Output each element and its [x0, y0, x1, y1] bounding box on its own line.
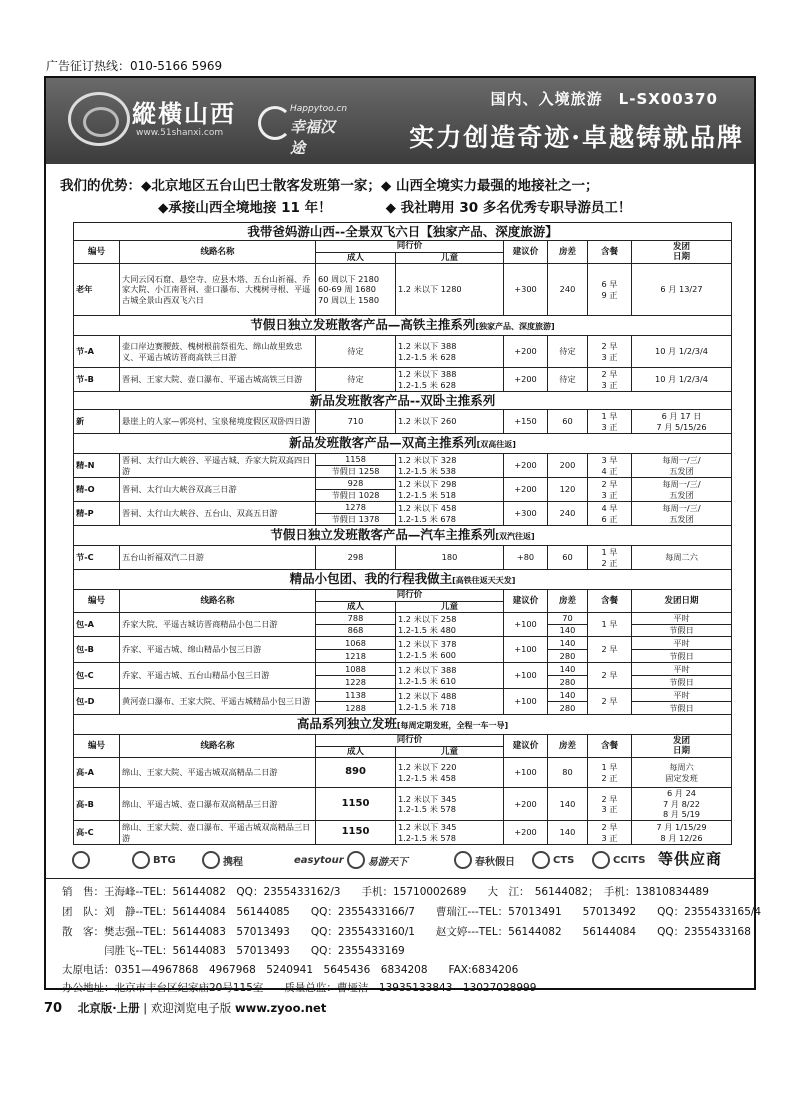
col-date: 发团日期 [632, 590, 732, 613]
row-code: 节-C [74, 546, 120, 570]
row-room: 待定 [548, 336, 588, 368]
row-code: 老年 [74, 264, 120, 316]
col-child: 儿童 [396, 601, 504, 613]
row-meal: 2 早 3 正 [588, 368, 632, 392]
row-room: 待定 [548, 368, 588, 392]
row-meal: 1 早 [588, 613, 632, 637]
row-suggest: +300 [504, 264, 548, 316]
row-adult: 710 [316, 410, 396, 434]
banner [46, 78, 754, 164]
row-code: 包-B [74, 637, 120, 663]
col-suggest: 建议价 [504, 735, 548, 758]
row-room-holiday: 280 [548, 650, 588, 663]
table-row [74, 502, 732, 514]
row-adult: 1278 [316, 502, 396, 514]
partner-logos [62, 846, 742, 874]
row-meal: 1 早 2 正 [588, 758, 632, 788]
row-meal: 4 早 6 正 [588, 502, 632, 526]
contact-taiyuan: 太原电话：0351—4967868 4967968 5240941 5645436 6834208 FAX:6834206 [62, 964, 519, 976]
col-peer: 同行价 [316, 735, 504, 747]
row-route: 悬崖上的人家—郭亮村、宝泉秘境度假区双卧四日游 [120, 410, 316, 434]
logo-url: www.51shanxi.com [136, 128, 224, 138]
row-adult-holiday: 1218 [316, 650, 396, 663]
row-meal: 2 早 3 正 [588, 821, 632, 845]
table-row [74, 613, 732, 625]
partner-logo-spring: 春秋假日 [454, 848, 515, 872]
col-peer: 同行价 [316, 241, 504, 253]
row-route: 晋祠、太行山大峡谷、五台山、双高五日游 [120, 502, 316, 526]
row-suggest: +100 [504, 613, 548, 637]
col-adult: 成人 [316, 252, 396, 264]
row-child: 1.2 米以下 1280 [396, 264, 504, 316]
row-adult-holiday: 节假日 1378 [316, 514, 396, 526]
row-meal: 2 早 3 正 [588, 336, 632, 368]
row-child: 1.2 米以下 345 1.2-1.5 米 578 [396, 821, 504, 845]
row-child: 1.2 米以下 378 1.2-1.5 米 600 [396, 637, 504, 663]
row-suggest: +200 [504, 368, 548, 392]
row-room-holiday: 280 [548, 676, 588, 689]
row-child: 1.2 米以下 488 1.2-1.5 米 718 [396, 689, 504, 715]
row-meal: 2 早 3 正 [588, 478, 632, 502]
partner-brand: 幸福汉途 [290, 118, 336, 157]
row-code: 节-A [74, 336, 120, 368]
row-room: 240 [548, 264, 588, 316]
row-room: 80 [548, 758, 588, 788]
easytour-icon [347, 851, 365, 869]
col-room: 房差 [548, 735, 588, 758]
col-meal: 含餐 [588, 735, 632, 758]
row-adult-holiday: 节假日 1028 [316, 490, 396, 502]
row-child: 180 [396, 546, 504, 570]
page-footer [44, 1000, 326, 1016]
row-adult: 928 [316, 478, 396, 490]
row-room: 140 [548, 663, 588, 676]
row-room-holiday: 280 [548, 702, 588, 715]
ad-frame [44, 76, 762, 994]
row-route: 乔家、平遥古城、五台山精品小包三日游 [120, 663, 316, 689]
partner-logo-1 [72, 848, 93, 872]
row-child: 1.2 米以下 328 1.2-1.5 米 538 [396, 454, 504, 478]
row-route: 晋祠、王家大院、壶口瀑布、平遥古城高铁三日游 [120, 368, 316, 392]
table-row [74, 788, 732, 821]
col-route: 线路名称 [120, 590, 316, 613]
row-adult-holiday: 1228 [316, 676, 396, 689]
page-number: 70 [44, 1001, 63, 1016]
row-room: 120 [548, 478, 588, 502]
row-meal: 1 早 3 正 [588, 410, 632, 434]
row-code: 精-N [74, 454, 120, 478]
row-adult-holiday: 1288 [316, 702, 396, 715]
row-room: 140 [548, 821, 588, 845]
contact-address: 办公地址：北京市丰台区纪家庙20号115室 质量总监：曹垭洁 13935133843 13027028999 [62, 982, 537, 994]
col-meal: 含餐 [588, 590, 632, 613]
footer-site-link[interactable]: www.zyoo.net [234, 1001, 327, 1015]
row-adult: 1068 [316, 637, 396, 650]
col-suggest: 建议价 [504, 590, 548, 613]
row-meal: 1 早 2 正 [588, 546, 632, 570]
slogan: 实力创造奇迹·卓越铸就品牌 [409, 123, 744, 152]
table-row [74, 264, 732, 316]
row-date: 平时 [632, 663, 732, 676]
row-code: 高-B [74, 788, 120, 821]
row-room: 60 [548, 410, 588, 434]
col-code: 编号 [74, 241, 120, 264]
contact-group: 团 队：刘 静--TEL：56144084 56144085 QQ：2355433166/7 曹瑞江---TEL：57013491 57013492 QQ：2355433165/4 [62, 906, 762, 918]
row-route: 绵山、王家大院、平遥古城双高精品二日游 [120, 758, 316, 788]
row-room: 60 [548, 546, 588, 570]
row-adult: 890 [316, 758, 396, 788]
row-room: 70 [548, 613, 588, 625]
footer-welcome: 欢迎浏览电子版 [150, 1001, 232, 1015]
row-date: 每周六 固定发班 [632, 758, 732, 788]
row-suggest: +100 [504, 689, 548, 715]
table-row [74, 663, 732, 676]
row-adult: 1138 [316, 689, 396, 702]
row-adult: 60 周以下 2180 60-69 周 1680 70 周以上 1580 [316, 264, 396, 316]
partner-logo-ccits: CCITS [592, 848, 645, 872]
logo-text: 縱橫山西 [132, 99, 236, 128]
col-suggest: 建议价 [504, 241, 548, 264]
row-code: 高-C [74, 821, 120, 845]
row-route: 绵山、王家大院、壶口瀑布、平遥古城双高精品三日游 [120, 821, 316, 845]
row-suggest: +200 [504, 454, 548, 478]
table-row [74, 546, 732, 570]
row-date: 每周一/三/ 五发团 [632, 454, 732, 478]
row-meal: 2 早 3 正 [588, 788, 632, 821]
row-meal: 2 早 [588, 689, 632, 715]
col-room: 房差 [548, 590, 588, 613]
btg-icon [132, 851, 150, 869]
row-room: 200 [548, 454, 588, 478]
section-6-title: 精品小包团、我的行程我做主[高铁往返天天发] [74, 570, 732, 590]
row-date: 10 月 1/2/3/4 [632, 368, 732, 392]
col-child: 儿童 [396, 746, 504, 758]
row-date: 每周一/三/ 五发团 [632, 478, 732, 502]
row-route: 五台山祈福双汽二日游 [120, 546, 316, 570]
footer-sep: | [143, 1001, 148, 1015]
table-row [74, 368, 732, 392]
row-meal: 6 早 9 正 [588, 264, 632, 316]
row-code: 节-B [74, 368, 120, 392]
col-meal: 含餐 [588, 241, 632, 264]
row-adult-holiday: 868 [316, 625, 396, 637]
row-route: 晋祠、太行山大峡谷双高三日游 [120, 478, 316, 502]
row-adult: 1158 [316, 454, 396, 466]
col-adult: 成人 [316, 601, 396, 613]
row-child: 1.2 米以下 388 1.2-1.5 米 628 [396, 368, 504, 392]
row-date: 6 月 24 7 月 8/22 8 月 5/19 [632, 788, 732, 821]
row-child: 1.2 米以下 298 1.2-1.5 米 518 [396, 478, 504, 502]
table-row [74, 410, 732, 434]
license: 国内、入境旅游 L-SX00370 [490, 90, 718, 108]
spring-icon [454, 851, 472, 869]
row-code: 包-C [74, 663, 120, 689]
row-route: 壶口岸边赛腰鼓、槐树根前祭祖先、绵山故里致忠义、平遥古城访晋商高铁三日游 [120, 336, 316, 368]
row-suggest: +300 [504, 502, 548, 526]
row-child: 1.2 米以下 388 1.2-1.5 米 610 [396, 663, 504, 689]
partner-swirl-icon [258, 106, 292, 140]
row-adult: 298 [316, 546, 396, 570]
row-date-holiday: 节假日 [632, 625, 732, 637]
col-depart: 发团 日期 [632, 735, 732, 758]
ccits-icon [592, 851, 610, 869]
row-suggest: +100 [504, 637, 548, 663]
table-row [74, 637, 732, 650]
supplier-label: 等供应商 [657, 850, 722, 868]
row-route: 晋祠、太行山大峡谷、平遥古城、乔家大院双高四日游 [120, 454, 316, 478]
col-peer: 同行价 [316, 590, 504, 602]
col-route: 线路名称 [120, 735, 316, 758]
row-suggest: +200 [504, 478, 548, 502]
row-room: 240 [548, 502, 588, 526]
partner-logo-easytour: easytour 易游天下 [294, 848, 408, 872]
row-suggest: +100 [504, 663, 548, 689]
edition: 北京版·上册 [77, 1001, 140, 1015]
contact-sales: 销 售：王海峰--TEL：56144082 QQ：2355433162/3 手机：15710002689 大 江： 56144082； 手机：13810834489 [62, 886, 709, 898]
row-meal: 2 早 [588, 663, 632, 689]
row-room-holiday: 140 [548, 625, 588, 637]
table-row [74, 454, 732, 466]
row-suggest: +150 [504, 410, 548, 434]
row-route: 乔家、平遥古城、绵山精品小包三日游 [120, 637, 316, 663]
row-date: 6 月 17 日 7 月 5/15/26 [632, 410, 732, 434]
row-child: 1.2 米以下 388 1.2-1.5 米 628 [396, 336, 504, 368]
table-row [74, 689, 732, 702]
contact-individual-2: 闫胜飞--TEL：56144083 57013493 QQ：2355433169 [62, 945, 405, 957]
row-adult-holiday: 节假日 1258 [316, 466, 396, 478]
row-suggest: +80 [504, 546, 548, 570]
row-code: 精-P [74, 502, 120, 526]
divider [46, 878, 754, 879]
row-route: 绵山、平遥古城、壶口瀑布双高精品三日游 [120, 788, 316, 821]
advantages-line-2: ◆承接山西全境地接 11 年！ ◆ 我社聘用 30 多名优秀专职导游员工！ [158, 200, 632, 216]
col-code: 编号 [74, 590, 120, 613]
row-suggest: +100 [504, 758, 548, 788]
row-date: 10 月 1/2/3/4 [632, 336, 732, 368]
row-date: 平时 [632, 613, 732, 625]
row-date: 每周二六 [632, 546, 732, 570]
row-room: 140 [548, 637, 588, 650]
partner-logo [258, 100, 348, 157]
row-meal: 3 早 4 正 [588, 454, 632, 478]
advantages-line-1: 我们的优势：◆北京地区五台山巴士散客发班第一家；◆ 山西全境实力最强的地接社之一； [60, 178, 599, 194]
row-code: 精-O [74, 478, 120, 502]
row-date-holiday: 节假日 [632, 650, 732, 663]
section-4-title: 新品发班散客产品—双高主推系列[双高往返] [74, 434, 732, 454]
table-row [74, 478, 732, 490]
row-child: 1.2 米以下 458 1.2-1.5 米 678 [396, 502, 504, 526]
partner-logo-btg: BTG [132, 848, 176, 872]
row-code: 包-A [74, 613, 120, 637]
row-adult: 待定 [316, 368, 396, 392]
ctrip-icon [202, 851, 220, 869]
row-code: 包-D [74, 689, 120, 715]
partner-logo-ctrip: 携程 [202, 848, 243, 872]
contact-individual: 散 客：樊志强--TEL：56144083 57013493 QQ：2355433160/1 赵文婷---TEL：56144082 56144084 QQ：2355433168 [62, 926, 751, 938]
section-5-title: 节假日独立发班散客产品—汽车主推系列[双汽往返] [74, 526, 732, 546]
row-adult: 788 [316, 613, 396, 625]
row-date: 6 月 13/27 [632, 264, 732, 316]
col-room: 房差 [548, 241, 588, 264]
cts-icon [532, 851, 550, 869]
row-child: 1.2 米以下 258 1.2-1.5 米 480 [396, 613, 504, 637]
partner-logo-cts: CTS [532, 848, 574, 872]
row-date-holiday: 节假日 [632, 702, 732, 715]
globe-icon [72, 851, 90, 869]
row-date: 7 月 1/15/29 8 月 12/26 [632, 821, 732, 845]
col-child: 儿童 [396, 252, 504, 264]
row-route: 大同云冈石窟、悬空寺、应县木塔、五台山祈福、乔家大院、小江南晋祠、壶口瀑布、大槐树寻根、平遥古城全景山西双飞六日 [120, 264, 316, 316]
row-adult: 待定 [316, 336, 396, 368]
col-code: 编号 [74, 735, 120, 758]
row-code: 高-A [74, 758, 120, 788]
row-suggest: +200 [504, 336, 548, 368]
row-adult: 1150 [316, 821, 396, 845]
row-suggest: +200 [504, 821, 548, 845]
table-row [74, 758, 732, 788]
col-route: 线路名称 [120, 241, 316, 264]
row-meal: 2 早 [588, 637, 632, 663]
price-table [73, 222, 732, 845]
ad-hotline: 广告征订热线：010-5166 5969 [46, 59, 223, 73]
row-route: 乔家大院、平遥古城访晋商精品小包二日游 [120, 613, 316, 637]
row-date-holiday: 节假日 [632, 676, 732, 689]
row-room: 140 [548, 788, 588, 821]
row-child: 1.2 米以下 345 1.2-1.5 米 578 [396, 788, 504, 821]
table-row [74, 821, 732, 845]
section-7-title: 高品系列独立发班[每周定期发班，全程一车一导] [74, 715, 732, 735]
row-code: 新 [74, 410, 120, 434]
section-3-title: 新品发班散客产品--双卧主推系列 [74, 392, 732, 410]
section-1-title: 我带爸妈游山西--全景双飞六日【独家产品、深度旅游】 [74, 223, 732, 241]
logo-swirl-icon [68, 92, 130, 146]
row-route: 黄河壶口瀑布、王家大院、平遥古城精品小包三日游 [120, 689, 316, 715]
row-adult: 1150 [316, 788, 396, 821]
row-adult: 1088 [316, 663, 396, 676]
partner-top: Happytoo.cn [290, 104, 348, 114]
row-date: 平时 [632, 637, 732, 650]
row-suggest: +200 [504, 788, 548, 821]
section-2-title: 节假日独立发班散客产品—高铁主推系列[独家产品、深度旅游] [74, 316, 732, 336]
row-child: 1.2 米以下 260 [396, 410, 504, 434]
row-date: 平时 [632, 689, 732, 702]
col-depart: 发团 日期 [632, 241, 732, 264]
row-child: 1.2 米以下 220 1.2-1.5 米 458 [396, 758, 504, 788]
row-room: 140 [548, 689, 588, 702]
row-date: 每周一/三/ 五发团 [632, 502, 732, 526]
table-row [74, 336, 732, 368]
col-adult: 成人 [316, 746, 396, 758]
